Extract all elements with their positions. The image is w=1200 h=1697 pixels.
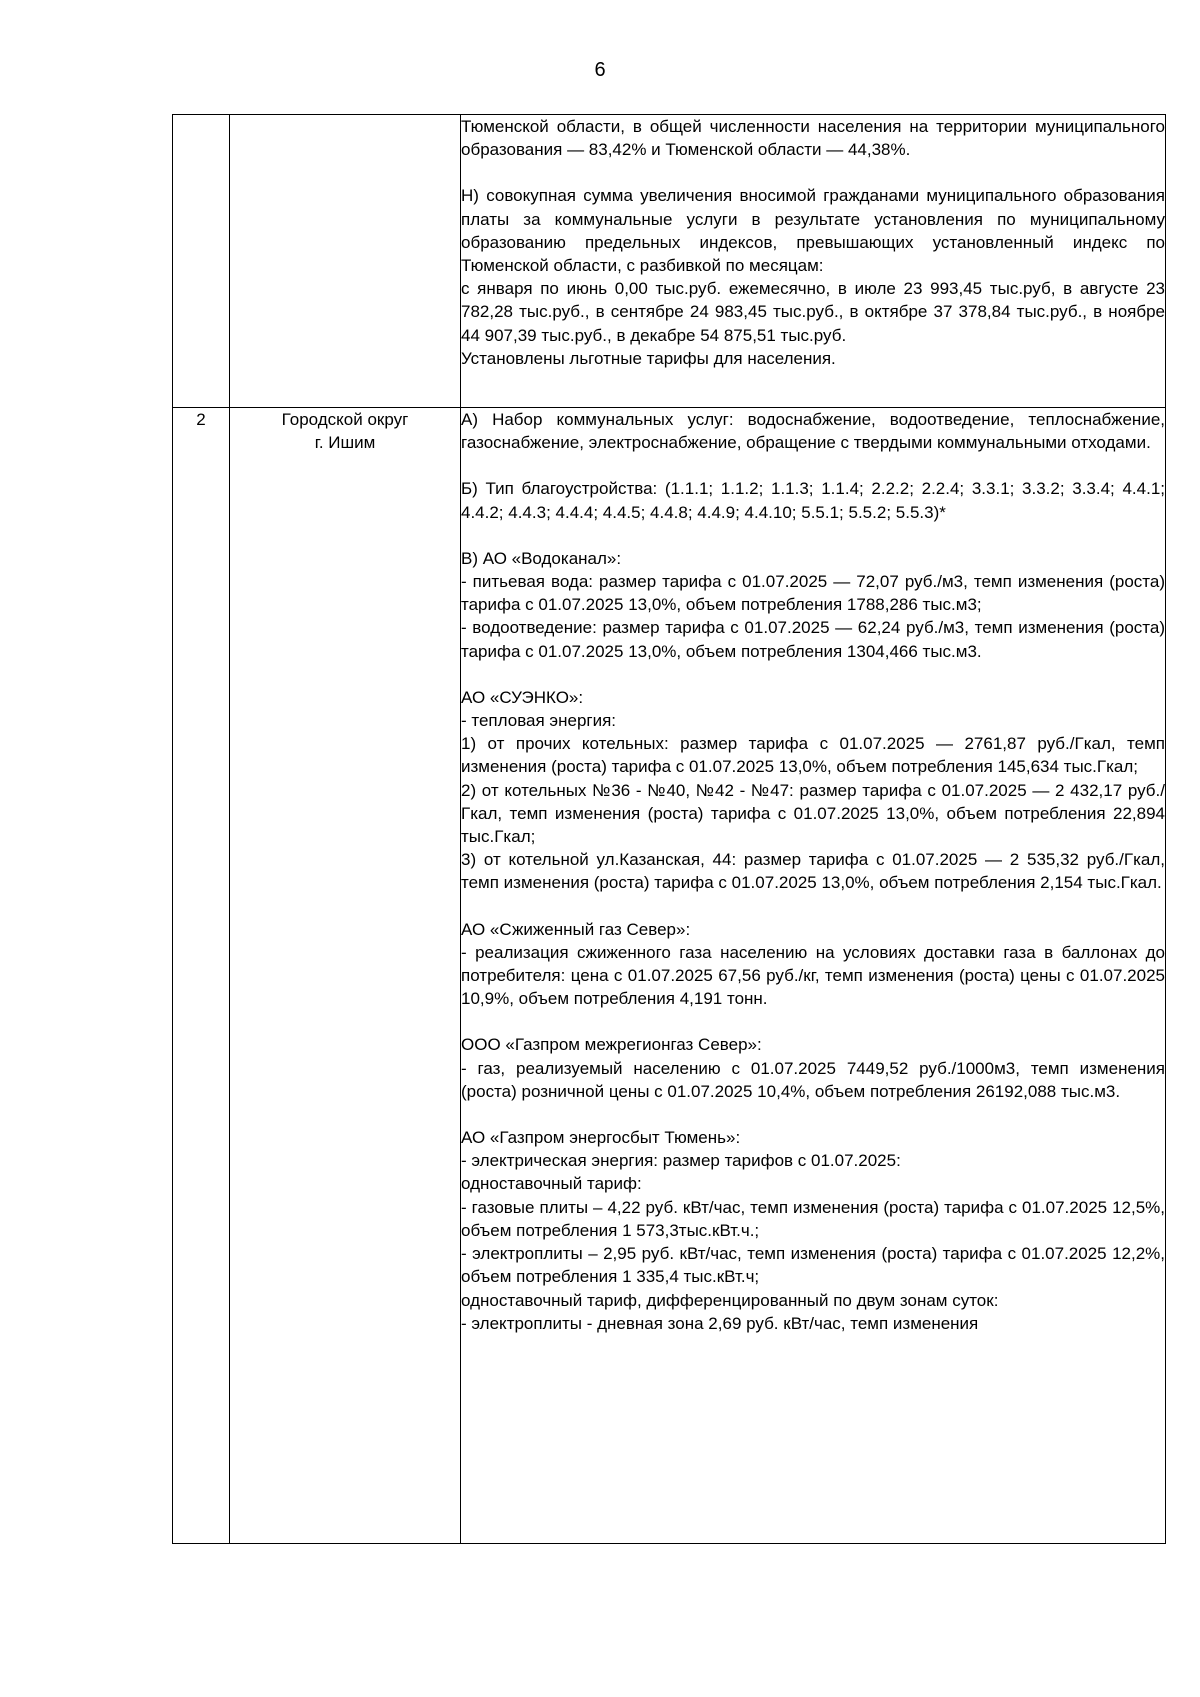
tariff-table: [172, 114, 1166, 1544]
table-row: [173, 115, 1166, 408]
description-cell: [461, 408, 1166, 1544]
description-cell: [461, 115, 1166, 408]
page-number: 6: [594, 59, 606, 81]
municipality-name: Городской округ г. Ишим: [281, 410, 409, 452]
table-row: [173, 408, 1166, 1544]
row-number-cell: 2: [173, 408, 230, 1544]
municipality-name-cell: [230, 408, 461, 1544]
paragraph: А) Набор коммунальных услуг: водоснабжение, водоотведение, теплоснабжение, газоснабжение, электроснабжение, обращение с твердыми коммунальными отходами.: [461, 410, 1165, 453]
paragraph: Тюменской области, в общей численности населения на территории муниципального образования — 83,42% и Тюменской области — 44,38%.: [461, 117, 1165, 160]
row-number-cell: [173, 115, 230, 408]
paragraph: АО «Сжиженный газ Север»: - реализация сжиженного газа населению на условиях доставки газа в баллонах до потребителя: цена с 01.07.2025 67,56 руб./кг, темп изменения (роста) цены с 01.07.2025 10,9%, объем потребления 4,191 тонн.: [461, 919, 1165, 1009]
paragraph: АО «СУЭНКО»: - тепловая энергия: 1) от прочих котельных: размер тарифа с 01.07.2025 — 2761,87 руб./Гкал, темп изменения (роста) тарифа с 01.07.2025 13,0%, объем потребления 145,634 тыс.Гкал; 2) от котельных №36 - №40, №42 - №47: размер тарифа с 01.07.2025 — 2 432,17 руб./Гкал, темп изменения (роста) тарифа с 01.07.2025 13,0%, объем потребления 22,894 тыс.Гкал; 3) от котельной ул.Казанская, 44: размер тарифа с 01.07.2025 — 2 535,32 руб./Гкал, темп изменения (роста) тарифа с 01.07.2025 13,0%, объем потребления 2,154 тыс.Гкал.: [461, 687, 1165, 893]
paragraph: Н) совокупная сумма увеличения вносимой гражданами муниципального образования платы за коммунальные услуги в результате установления по муниципальному образованию предельных индексов, превышающих установленный индекс по Тюменской области, с разбивкой по месяцам: с января по июнь 0,00 тыс.руб. ежемесячно, в июле 23 993,45 тыс.руб, в августе 23 782,28 тыс.руб., в сентябре 24 983,45 тыс.руб., в октябре 37 378,84 тыс.руб., в ноябре 44 907,39 тыс.руб., в декабре 54 875,51 тыс.руб. Установлены льготные тарифы для населения.: [461, 186, 1165, 368]
municipality-name-cell: [230, 115, 461, 408]
paragraph: В) АО «Водоканал»: - питьевая вода: размер тарифа с 01.07.2025 — 72,07 руб./м3, темп изменения (роста) тарифа с 01.07.2025 13,0%, объем потребления 1788,286 тыс.м3; - водоотведение: размер тарифа с 01.07.2025 — 62,24 руб./м3, темп изменения (роста) тарифа с 01.07.2025 13,0%, объем потребления 1304,466 тыс.м3.: [461, 548, 1165, 661]
paragraph: Б) Тип благоустройства: (1.1.1; 1.1.2; 1.1.3; 1.1.4; 2.2.2; 2.2.4; 3.3.1; 3.3.2; 3.3.4; 4.4.1; 4.4.2; 4.4.3; 4.4.4; 4.4.5; 4.4.8; 4.4.9; 4.4.10; 5.5.1; 5.5.2; 5.5.3)*: [461, 479, 1165, 522]
paragraph: ООО «Газпром межрегионгаз Север»: - газ, реализуемый населению с 01.07.2025 7449,52 руб./1000м3, темп изменения (роста) розничной цены с 01.07.2025 10,4%, объем потребления 26192,088 тыс.м3.: [461, 1035, 1165, 1101]
paragraph: АО «Газпром энергосбыт Тюмень»: - электрическая энергия: размер тарифов с 01.07.2025: одноставочный тариф: - газовые плиты – 4,22 руб. кВт/час, темп изменения (роста) тарифа с 01.07.2025 12,5%, объем потребления 1 573,3тыс.кВт.ч.; - электроплиты – 2,95 руб. кВт/час, темп изменения (роста) тарифа с 01.07.2025 12,2%, объем потребления 1 335,4 тыс.кВт.ч; одноставочный тариф, дифференцированный по двум зонам суток: - электроплиты - дневная зона 2,69 руб. кВт/час, темп изменения: [461, 1128, 1165, 1333]
